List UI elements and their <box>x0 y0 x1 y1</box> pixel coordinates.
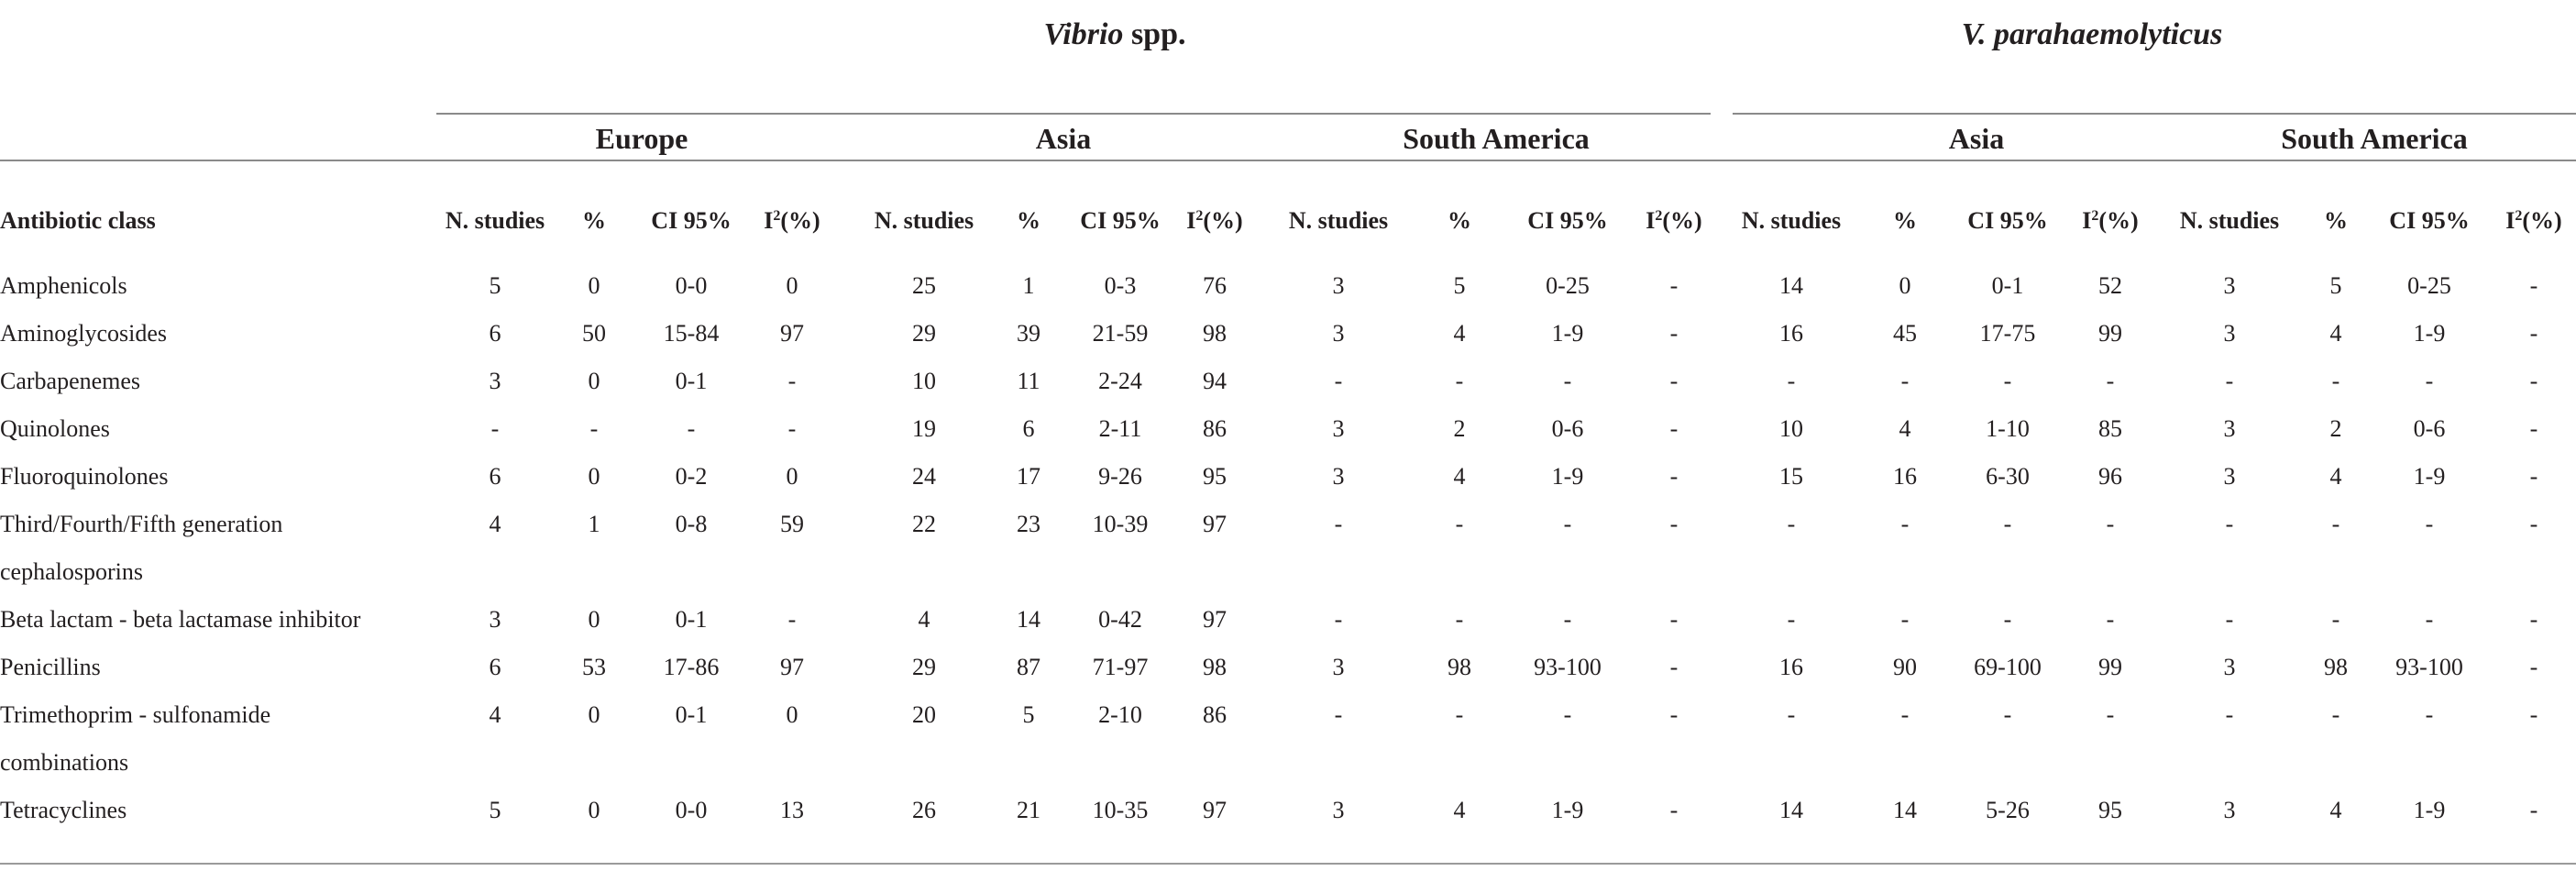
table-cell: 14 <box>1017 606 1040 633</box>
table-cell: 4 <box>918 606 930 633</box>
table-cell: - <box>1334 368 1343 394</box>
row-label: Carbapenemes <box>0 368 141 394</box>
table-cell: 1-9 <box>1551 463 1584 490</box>
table-cell: 97 <box>780 654 804 680</box>
table-cell: - <box>2106 511 2115 537</box>
table-cell: 0-0 <box>675 272 708 299</box>
table-cell: - <box>2529 511 2538 537</box>
table-cell: 6 <box>489 320 501 347</box>
table-cell: - <box>1563 606 1572 633</box>
table-cell: 0 <box>786 463 798 490</box>
table-cell: 4 <box>1453 320 1466 347</box>
table-cell: 5 <box>1022 701 1035 728</box>
table-cell: - <box>2331 368 2340 394</box>
row-header-label: Antibiotic class <box>0 207 156 234</box>
table-cell: - <box>2106 368 2115 394</box>
table-cell: 25 <box>912 272 936 299</box>
table-cell: 21 <box>1017 797 1040 823</box>
table-cell: 1-9 <box>2413 320 2446 347</box>
table-cell: 5 <box>1453 272 1466 299</box>
table-cell: - <box>2003 701 2012 728</box>
region-title: South America <box>2281 122 2468 155</box>
table-cell: 0-6 <box>2413 415 2446 442</box>
table-cell: 0 <box>588 463 600 490</box>
group-rule <box>1733 113 2576 115</box>
table-cell: - <box>1669 654 1679 680</box>
table-cell: - <box>1334 606 1343 633</box>
table-cell: 0-3 <box>1104 272 1137 299</box>
table-cell: 3 <box>1332 272 1345 299</box>
table-bottom-rule <box>0 863 2576 865</box>
table-cell: 21-59 <box>1092 320 1149 347</box>
table-cell: - <box>2425 606 2434 633</box>
table-cell: - <box>1669 606 1679 633</box>
table-cell: 0-42 <box>1098 606 1142 633</box>
table-cell: - <box>1900 368 1910 394</box>
table-cell: 4 <box>2329 797 2342 823</box>
column-header: CI 95% <box>2389 207 2470 234</box>
table-cell: 97 <box>1203 797 1227 823</box>
table-cell: - <box>1669 797 1679 823</box>
table-cell: - <box>2425 701 2434 728</box>
table-cell: - <box>1334 701 1343 728</box>
table-cell: 0-6 <box>1551 415 1584 442</box>
table-cell: - <box>1787 701 1796 728</box>
column-header: % <box>582 207 606 234</box>
table-cell: 0 <box>588 272 600 299</box>
region-title: Europe <box>595 122 688 155</box>
row-label: cephalosporins <box>0 558 143 585</box>
table-cell: 3 <box>1332 320 1345 347</box>
table-cell: 10 <box>912 368 936 394</box>
table-cell: 5 <box>2329 272 2342 299</box>
table-cell: 39 <box>1017 320 1040 347</box>
table-cell: 0-8 <box>675 511 708 537</box>
table-cell: - <box>1669 511 1679 537</box>
table-cell: - <box>2529 368 2538 394</box>
table-cell: 6 <box>489 463 501 490</box>
table-cell: 50 <box>582 320 606 347</box>
table-cell: 94 <box>1203 368 1227 394</box>
table-cell: 14 <box>1893 797 1917 823</box>
table-cell: 29 <box>912 320 936 347</box>
table-cell: - <box>1563 511 1572 537</box>
column-header: CI 95% <box>1527 207 1608 234</box>
table-cell: 10 <box>1779 415 1803 442</box>
row-label: Quinolones <box>0 415 110 442</box>
table-cell: - <box>2003 511 2012 537</box>
table-cell: - <box>1455 701 1464 728</box>
table-cell: 90 <box>1893 654 1917 680</box>
table-cell: - <box>2106 701 2115 728</box>
column-header: N. studies <box>1288 207 1389 234</box>
table-cell: - <box>787 368 797 394</box>
table-cell: 3 <box>2223 415 2236 442</box>
table-cell: 5 <box>489 272 501 299</box>
row-label: Beta lactam - beta lactamase inhibitor <box>0 606 361 633</box>
table-cell: 14 <box>1779 797 1803 823</box>
table-cell: - <box>1563 701 1572 728</box>
table-cell: 93-100 <box>2395 654 2463 680</box>
table-cell: 29 <box>912 654 936 680</box>
row-label: Aminoglycosides <box>0 320 167 347</box>
table-cell: - <box>1669 320 1679 347</box>
table-cell: - <box>1563 368 1572 394</box>
table-cell: 16 <box>1893 463 1917 490</box>
table-cell: - <box>2225 701 2234 728</box>
table-cell: 4 <box>489 511 501 537</box>
table-cell: - <box>1455 511 1464 537</box>
table-cell: 0-0 <box>675 797 708 823</box>
table-cell: 15-84 <box>663 320 720 347</box>
table-cell: 4 <box>1453 463 1466 490</box>
table-cell: 2 <box>1453 415 1466 442</box>
table-cell: - <box>2529 272 2538 299</box>
table-cell: - <box>2529 463 2538 490</box>
table-cell: - <box>2529 606 2538 633</box>
table-cell: 53 <box>582 654 606 680</box>
column-header: $I^2(\%)$ <box>2082 207 2139 234</box>
table-cell: 99 <box>2098 320 2122 347</box>
table-cell: 97 <box>1203 511 1227 537</box>
column-header: $I^2(\%)$ <box>2505 207 2562 234</box>
table-cell: 3 <box>2223 463 2236 490</box>
region-title: Asia <box>1035 122 1092 155</box>
table-cell: 3 <box>1332 463 1345 490</box>
table-cell: 0 <box>1899 272 1911 299</box>
row-label: Penicillins <box>0 654 101 680</box>
group-rule <box>436 113 1711 115</box>
region-title: South America <box>1403 122 1590 155</box>
table-cell: - <box>2106 606 2115 633</box>
table-cell: - <box>1669 415 1679 442</box>
table-cell: 98 <box>1203 320 1227 347</box>
table-cell: - <box>2331 701 2340 728</box>
column-header: N. studies <box>2179 207 2280 234</box>
table-cell: 1-9 <box>1551 797 1584 823</box>
group-title <box>1962 17 2223 53</box>
column-header: CI 95% <box>1080 207 1161 234</box>
table-cell: 98 <box>2324 654 2348 680</box>
table-cell: 95 <box>2098 797 2122 823</box>
table-cell: - <box>687 415 696 442</box>
table-cell: 1-9 <box>2413 463 2446 490</box>
table-cell: - <box>2331 511 2340 537</box>
column-header: $I^2(\%)$ <box>1646 207 1702 234</box>
table-cell: - <box>1787 511 1796 537</box>
table-cell: 20 <box>912 701 936 728</box>
table-cell: - <box>1669 463 1679 490</box>
table-cell: 1-9 <box>1551 320 1584 347</box>
table-cell: 59 <box>780 511 804 537</box>
column-header: $I^2(\%)$ <box>1186 207 1243 234</box>
table-cell: 14 <box>1779 272 1803 299</box>
table-cell: 6-30 <box>1986 463 2030 490</box>
column-header: % <box>1893 207 1917 234</box>
table-cell: - <box>2003 368 2012 394</box>
table-cell: 2-11 <box>1098 415 1142 442</box>
table-cell: - <box>1900 701 1910 728</box>
table-cell: 85 <box>2098 415 2122 442</box>
table-cell: 2 <box>2329 415 2342 442</box>
table-cell: 15 <box>1779 463 1803 490</box>
table-cell: - <box>1787 606 1796 633</box>
column-header: CI 95% <box>651 207 732 234</box>
table-cell: - <box>1787 368 1796 394</box>
row-label: Trimethoprim - sulfonamide <box>0 701 271 728</box>
table-cell: 0-1 <box>1991 272 2024 299</box>
table-cell: - <box>1334 511 1343 537</box>
table-cell: - <box>2529 654 2538 680</box>
table-cell: 98 <box>1203 654 1227 680</box>
table-cell: 10-35 <box>1092 797 1149 823</box>
group-title-suffix: spp. <box>1123 17 1186 51</box>
table-cell: - <box>1669 368 1679 394</box>
table-cell: 6 <box>1022 415 1035 442</box>
table-cell: 86 <box>1203 701 1227 728</box>
table-cell: 3 <box>489 606 501 633</box>
column-header: % <box>2324 207 2348 234</box>
table-cell: 5-26 <box>1986 797 2030 823</box>
table-cell: - <box>1669 272 1679 299</box>
table-cell: - <box>2331 606 2340 633</box>
table-cell: 71-97 <box>1092 654 1149 680</box>
table-cell: 17-86 <box>663 654 720 680</box>
table-cell: 4 <box>1453 797 1466 823</box>
group-title-italic: Vibrio <box>1043 17 1124 51</box>
column-header: N. studies <box>1741 207 1842 234</box>
row-label: combinations <box>0 749 129 776</box>
table-cell: 3 <box>2223 320 2236 347</box>
table-cell: 0-1 <box>675 606 708 633</box>
table-cell: 4 <box>489 701 501 728</box>
table-cell: - <box>2529 415 2538 442</box>
table-cell: 26 <box>912 797 936 823</box>
table-cell: 24 <box>912 463 936 490</box>
region-title: Asia <box>1948 122 2005 155</box>
table-cell: - <box>2003 606 2012 633</box>
row-label: Fluoroquinolones <box>0 463 169 490</box>
table-cell: 19 <box>912 415 936 442</box>
table-cell: 11 <box>1017 368 1040 394</box>
table-cell: 0 <box>588 606 600 633</box>
table-cell: - <box>2225 511 2234 537</box>
table-cell: 1-10 <box>1986 415 2030 442</box>
table-cell: - <box>787 606 797 633</box>
table-cell: 3 <box>1332 654 1345 680</box>
column-header: N. studies <box>874 207 974 234</box>
table-cell: 0-25 <box>1546 272 1590 299</box>
table-cell: 69-100 <box>1974 654 2042 680</box>
row-label: Tetracyclines <box>0 797 127 823</box>
table-cell: 4 <box>2329 463 2342 490</box>
table-cell: 76 <box>1203 272 1227 299</box>
table-cell: 16 <box>1779 654 1803 680</box>
table-cell: 13 <box>780 797 804 823</box>
table-cell: - <box>1900 606 1910 633</box>
table-cell: 0 <box>786 272 798 299</box>
row-label: Third/Fourth/Fifth generation <box>0 511 283 537</box>
table-cell: 10-39 <box>1092 511 1149 537</box>
table-cell: 86 <box>1203 415 1227 442</box>
table-cell: - <box>2225 368 2234 394</box>
row-label: Amphenicols <box>0 272 127 299</box>
table-cell: 1 <box>1022 272 1035 299</box>
column-header: CI 95% <box>1967 207 2048 234</box>
table-cell: 3 <box>1332 415 1345 442</box>
table-cell: 0 <box>588 701 600 728</box>
table-cell: - <box>2529 701 2538 728</box>
table-cell: 6 <box>489 654 501 680</box>
table-cell: 17-75 <box>1979 320 2036 347</box>
table-cell: - <box>2225 606 2234 633</box>
table-cell: 9-26 <box>1098 463 1142 490</box>
table-cell: 0-1 <box>675 368 708 394</box>
table-cell: 3 <box>2223 797 2236 823</box>
table-cell: 3 <box>489 368 501 394</box>
table-cell: 1-9 <box>2413 797 2446 823</box>
table-cell: 0 <box>588 368 600 394</box>
table-cell: 98 <box>1448 654 1471 680</box>
table-cell: - <box>1669 701 1679 728</box>
table-cell: - <box>2529 320 2538 347</box>
table-cell: 3 <box>2223 654 2236 680</box>
table-cell: 2-10 <box>1098 701 1142 728</box>
table-cell: 45 <box>1893 320 1917 347</box>
table-cell: 96 <box>2098 463 2122 490</box>
table-cell: 4 <box>1899 415 1911 442</box>
column-header: $I^2(\%)$ <box>764 207 820 234</box>
table-cell: 3 <box>2223 272 2236 299</box>
table-cell: - <box>1900 511 1910 537</box>
table-cell: 97 <box>780 320 804 347</box>
table-cell: 0-1 <box>675 701 708 728</box>
table-cell: 3 <box>1332 797 1345 823</box>
table-cell: - <box>1455 606 1464 633</box>
table-cell: 0-2 <box>675 463 708 490</box>
table-cell: - <box>490 415 500 442</box>
table-cell: - <box>787 415 797 442</box>
column-header: % <box>1017 207 1040 234</box>
table-cell: 2-24 <box>1098 368 1142 394</box>
table-cell: 0 <box>786 701 798 728</box>
table-cell: 99 <box>2098 654 2122 680</box>
table-cell: 0 <box>588 797 600 823</box>
table-cell: 5 <box>489 797 501 823</box>
table-cell: - <box>2529 797 2538 823</box>
table-cell: 1 <box>588 511 600 537</box>
table-cell: 17 <box>1017 463 1040 490</box>
table-cell: - <box>2425 368 2434 394</box>
header-rule <box>0 160 2576 161</box>
table-cell: - <box>589 415 599 442</box>
table-cell: 93-100 <box>1534 654 1602 680</box>
table-cell: 22 <box>912 511 936 537</box>
table-cell: 0-25 <box>2407 272 2451 299</box>
column-header: N. studies <box>445 207 545 234</box>
table-cell: 52 <box>2098 272 2122 299</box>
table-cell: 87 <box>1017 654 1040 680</box>
group-title <box>1044 17 1186 53</box>
table-cell: 23 <box>1017 511 1040 537</box>
table-cell: 97 <box>1203 606 1227 633</box>
table-cell: 4 <box>2329 320 2342 347</box>
group-title-italic: V. parahaemolyticus <box>1961 17 2223 51</box>
table-cell: - <box>2425 511 2434 537</box>
table-cell: - <box>1455 368 1464 394</box>
column-header: % <box>1448 207 1471 234</box>
table-cell: 16 <box>1779 320 1803 347</box>
table-cell: 95 <box>1203 463 1227 490</box>
